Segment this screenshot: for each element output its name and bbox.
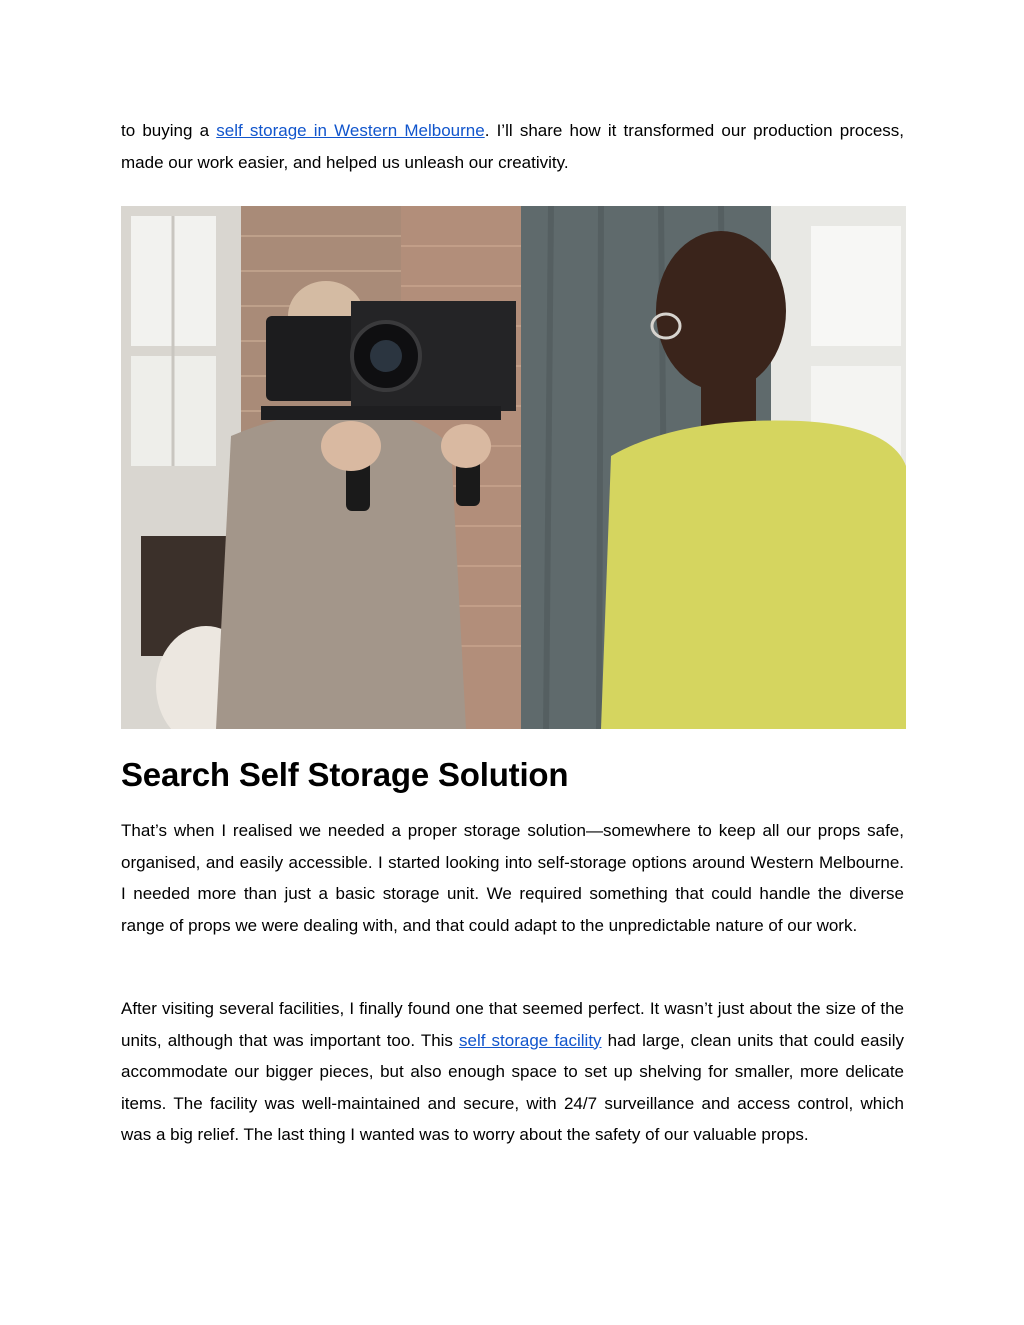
paragraph-2-text-after-link: had large, clean units that could easily accommodate our bigger pieces, but also enough space to set up shelving for smaller, more delicate items. The facility was well-maintained and secure, with 24/7 surveillance and access control, which was a big relief. The last thing I wanted was to worry about the safety of our valuable props. <box>121 1030 904 1144</box>
self-storage-western-melbourne-link[interactable]: self storage in Western Melbourne <box>216 121 485 140</box>
self-storage-facility-link[interactable]: self storage facility <box>459 1030 602 1050</box>
intro-paragraph <box>121 115 904 178</box>
section-paragraph-2 <box>121 993 904 1151</box>
section-heading: Search Self Storage Solution <box>121 756 569 793</box>
intro-text-before-link: to buying a <box>121 121 217 140</box>
videographer-photo <box>121 206 906 729</box>
section-paragraph-1: That’s when I realised we needed a proper storage solution—somewhere to keep all our props safe, organised, and easily accessible. I started looking into self-storage options around Western Melbourne. I needed more than just a basic storage unit. We required something that could handle the diverse range of props we were dealing with, and that could adapt to the unpredictable nature of our work. <box>121 821 904 935</box>
intro-text-after-link: . I’ll share how it transformed our production process, made our work easier, and helped us unleash our creativity. <box>121 121 904 172</box>
paragraph-2-text-before-link: After visiting several facilities, I finally found one that seemed perfect. It wasn’t just about the size of the units, although that was important too. This <box>121 999 904 1050</box>
